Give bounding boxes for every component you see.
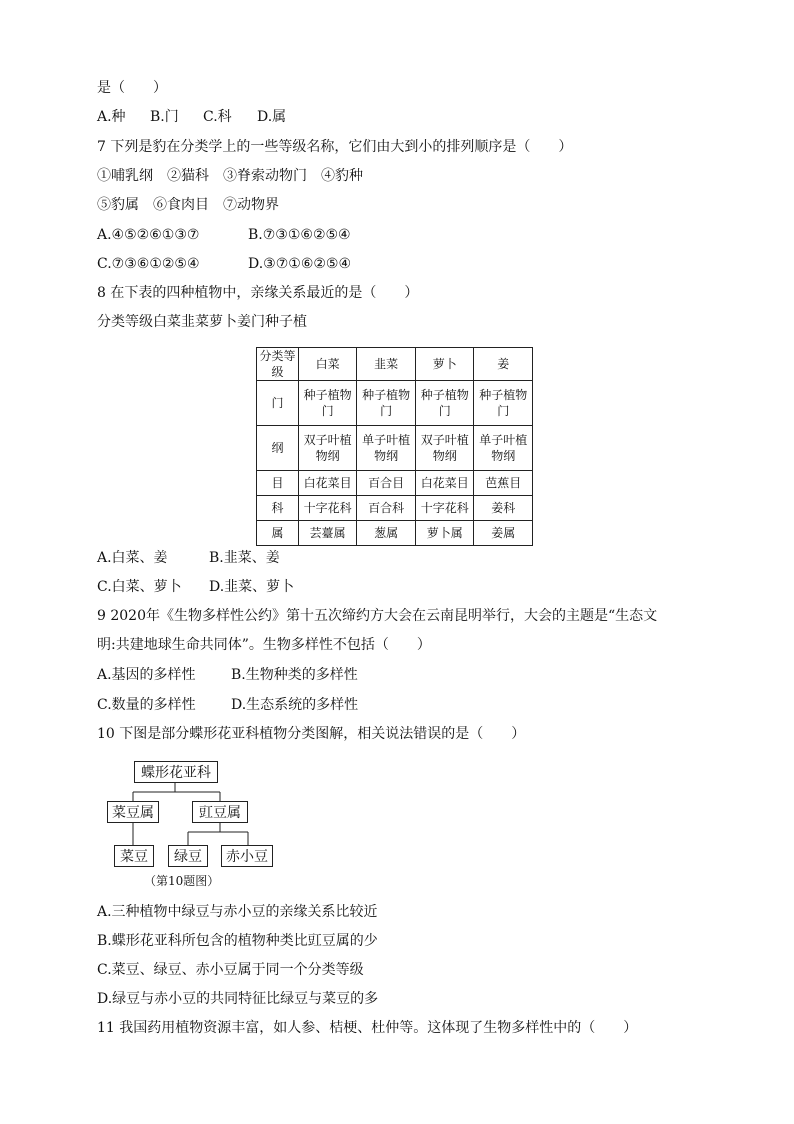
q8-options-row1 bbox=[97, 549, 280, 567]
q8-option-a: A.白菜、姜 bbox=[97, 550, 168, 566]
table-cell: 十字花科 bbox=[415, 496, 474, 521]
table-header-cell: 白菜 bbox=[298, 348, 357, 381]
q10-option-d: D.绿豆与赤小豆的共同特征比绿豆与菜豆的多 bbox=[97, 991, 379, 1007]
q6-option-d: D.属 bbox=[257, 109, 287, 125]
table-cell: 种子植物门 bbox=[415, 381, 474, 426]
q7-option-c: C.⑦③⑥①②⑤④ bbox=[97, 256, 200, 272]
q6-option-a: A.种 bbox=[97, 109, 126, 125]
q9-options-row2 bbox=[97, 696, 359, 714]
q8-options-row2 bbox=[97, 578, 295, 596]
q9-option-d: D.生态系统的多样性 bbox=[231, 697, 359, 713]
q7-option-d: D.③⑦①⑥②⑤④ bbox=[248, 256, 352, 272]
node-phaseolus-genus: 菜豆属 bbox=[107, 801, 159, 823]
node-butterfly-subfamily: 蝶形花亚科 bbox=[134, 761, 218, 783]
q9-options-row1 bbox=[97, 666, 358, 684]
table-header-cell: 分类等级 bbox=[257, 348, 299, 381]
q7-options-row1 bbox=[97, 226, 351, 244]
table-row bbox=[257, 381, 533, 426]
q7-option-b: B.⑦③①⑥②⑤④ bbox=[248, 227, 351, 243]
table-header-cell: 韭菜 bbox=[357, 348, 416, 381]
table-cell: 单子叶植物纲 bbox=[357, 426, 416, 471]
q10-stem: 10 下图是部分蝶形花亚科植物分类图解，相关说法错误的是（ ） bbox=[97, 726, 526, 742]
q9-option-a: A.基因的多样性 bbox=[97, 667, 196, 683]
q8-option-c: C.白菜、萝卜 bbox=[97, 579, 182, 595]
table-cell: 白花菜目 bbox=[415, 471, 474, 496]
table-row bbox=[257, 496, 533, 521]
table-cell: 目 bbox=[257, 471, 299, 496]
table-cell: 百合科 bbox=[357, 496, 416, 521]
table-cell: 芸薹属 bbox=[298, 521, 357, 546]
table-cell: 种子植物门 bbox=[474, 381, 533, 426]
table-cell: 门 bbox=[257, 381, 299, 426]
table-cell: 白花菜目 bbox=[298, 471, 357, 496]
q6-options bbox=[97, 108, 287, 126]
node-kidney-bean: 菜豆 bbox=[114, 845, 154, 867]
q7-items-2: ⑤豹属 ⑥食肉目 ⑦动物界 bbox=[97, 197, 279, 213]
table-cell: 姜属 bbox=[474, 521, 533, 546]
table-row bbox=[257, 426, 533, 471]
q6-option-b: B.门 bbox=[150, 109, 179, 125]
q6-option-c: C.科 bbox=[203, 109, 232, 125]
node-mung-bean: 绿豆 bbox=[168, 845, 208, 867]
diagram-caption: （第10题图） bbox=[144, 874, 220, 888]
q7-option-a: A.④⑤②⑥①③⑦ bbox=[97, 227, 200, 243]
q10-option-c: C.菜豆、绿豆、赤小豆属于同一个分类等级 bbox=[97, 962, 364, 978]
table-cell: 百合目 bbox=[357, 471, 416, 496]
table-cell: 纲 bbox=[257, 426, 299, 471]
table-cell: 双子叶植物纲 bbox=[415, 426, 474, 471]
q6-stem-end: 是（ ） bbox=[97, 80, 167, 96]
table-cell: 双子叶植物纲 bbox=[298, 426, 357, 471]
node-vigna-genus: 豇豆属 bbox=[192, 801, 248, 823]
q8-option-b: B.韭菜、姜 bbox=[209, 550, 280, 566]
table-row bbox=[257, 471, 533, 496]
q7-items-1: ①哺乳纲 ②猫科 ③脊索动物门 ④豹种 bbox=[97, 168, 363, 184]
q9-stem-1: 9 2020年《生物多样性公约》第十五次缔约方大会在云南昆明举行，大会的主题是“生态文 bbox=[97, 608, 658, 624]
table-cell: 单子叶植物纲 bbox=[474, 426, 533, 471]
table-cell: 十字花科 bbox=[298, 496, 357, 521]
q8-option-d: D.韭菜、萝卜 bbox=[209, 579, 295, 595]
q7-stem: 7 下列是豹在分类学上的一些等级名称，它们由大到小的排列顺序是（ ） bbox=[97, 139, 573, 155]
classification-table bbox=[256, 347, 533, 546]
table-cell: 种子植物门 bbox=[357, 381, 416, 426]
table-cell: 姜科 bbox=[474, 496, 533, 521]
classification-diagram bbox=[100, 756, 280, 892]
node-adzuki-bean: 赤小豆 bbox=[221, 845, 273, 867]
table-cell: 萝卜属 bbox=[415, 521, 474, 546]
q7-options-row2 bbox=[97, 255, 352, 273]
table-row bbox=[257, 521, 533, 546]
table-cell: 属 bbox=[257, 521, 299, 546]
q9-stem-2: 明:共建地球生命共同体”。生物多样性不包括（ ） bbox=[97, 637, 431, 653]
table-cell: 科 bbox=[257, 496, 299, 521]
table-header-row bbox=[257, 348, 533, 381]
table-cell: 芭蕉目 bbox=[474, 471, 533, 496]
table-header-cell: 姜 bbox=[474, 348, 533, 381]
q10-option-b: B.蝶形花亚科所包含的植物种类比豇豆属的少 bbox=[97, 933, 378, 949]
table-header-cell: 萝卜 bbox=[415, 348, 474, 381]
q9-option-c: C.数量的多样性 bbox=[97, 697, 196, 713]
q11-stem: 11 我国药用植物资源丰富，如人参、桔梗、杜仲等。这体现了生物多样性中的（ ） bbox=[97, 1020, 638, 1036]
q8-subtitle: 分类等级白菜韭菜萝卜姜门种子植 bbox=[97, 314, 307, 330]
table-cell: 葱属 bbox=[357, 521, 416, 546]
table-cell: 种子植物门 bbox=[298, 381, 357, 426]
q10-option-a: A.三种植物中绿豆与赤小豆的亲缘关系比较近 bbox=[97, 904, 378, 920]
q8-stem: 8 在下表的四种植物中，亲缘关系最近的是（ ） bbox=[97, 285, 419, 301]
q9-option-b: B.生物种类的多样性 bbox=[231, 667, 358, 683]
